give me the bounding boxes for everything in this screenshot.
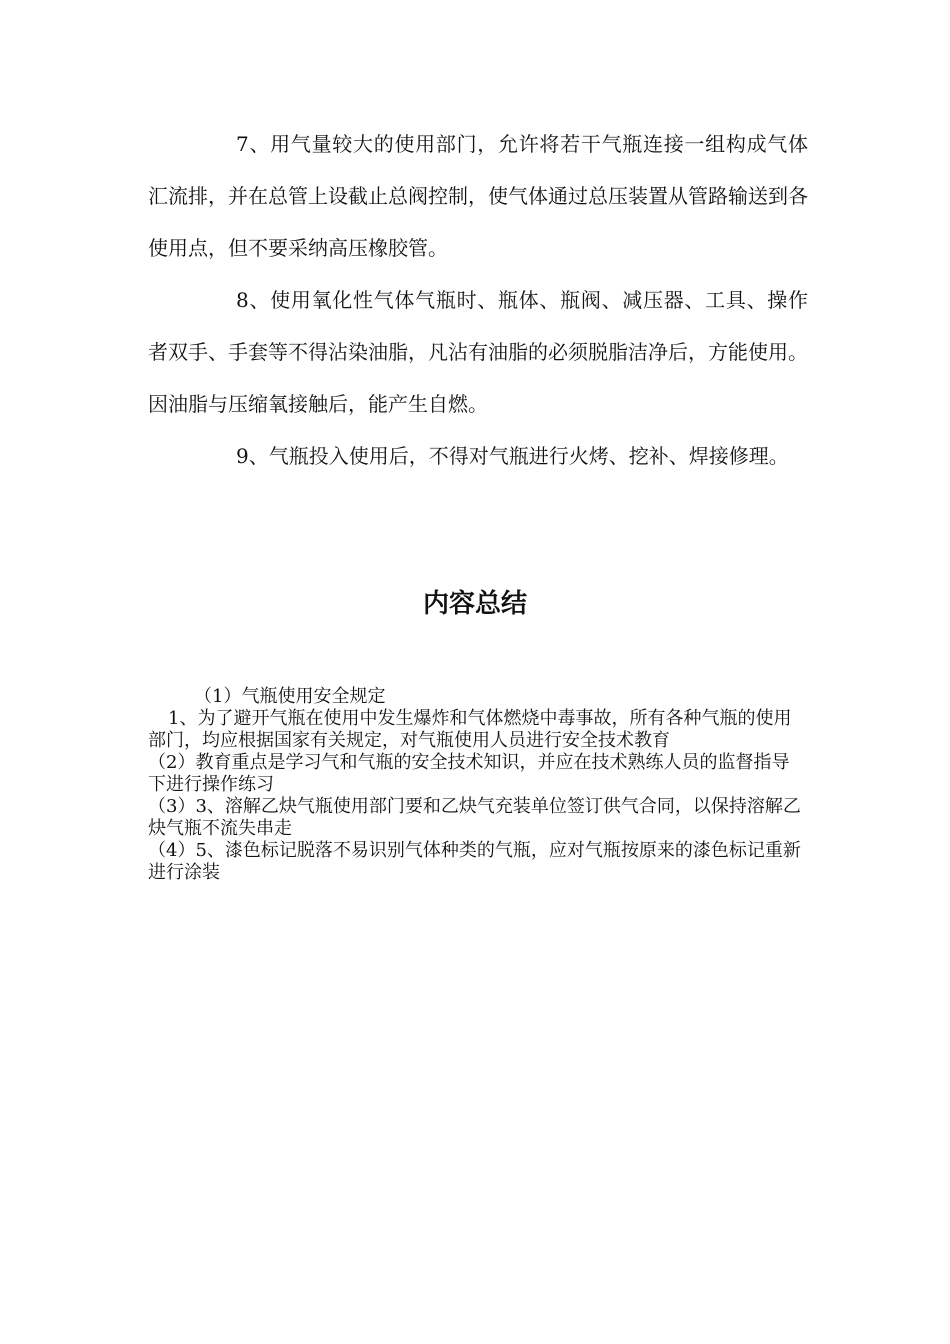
paragraph-8: 8、使用氧化性气体气瓶时、瓶体、瓶阀、减压器、工具、操作者双手、手套等不得沾染油脂，凡沾有油脂的必须脱脂洁净后，方能使用。因油脂与压缩氧接触后，能产生自燃。 — [148, 288, 808, 416]
summary-item: 1、为了避开气瓶在使用中发生爆炸和气体燃烧中毒事故，所有各种气瓶的使用部门，均应根据国家有关规定，对气瓶使用人员进行安全技术教育 — [148, 708, 792, 751]
summary-item: （2）教育重点是学习气和气瓶的安全技术知识，并应在技术熟练人员的监督指导下进行操作练习 — [148, 752, 790, 795]
summary-item: （3）3、溶解乙炔气瓶使用部门要和乙炔气充装单位签订供气合同，以保持溶解乙炔气瓶不流失串走 — [148, 796, 801, 839]
summary-title: 内容总结 — [422, 589, 527, 619]
paragraph-7: 7、用气量较大的使用部门，允许将若干气瓶连接一组构成气体汇流排，并在总管上设截止总阀控制，使气体通过总压装置从管路输送到各使用点，但不要采纳高压橡胶管。 — [148, 132, 808, 260]
body-text — [148, 118, 808, 482]
summary-section — [148, 686, 803, 884]
summary-heading: （1）气瓶使用安全规定 — [194, 686, 386, 707]
paragraph-9: 9、气瓶投入使用后，不得对气瓶进行火烤、挖补、焊接修理。 — [236, 444, 789, 468]
summary-item: （4）5、漆色标记脱落不易识别气体种类的气瓶，应对气瓶按原来的漆色标记重新进行涂装 — [148, 840, 801, 883]
